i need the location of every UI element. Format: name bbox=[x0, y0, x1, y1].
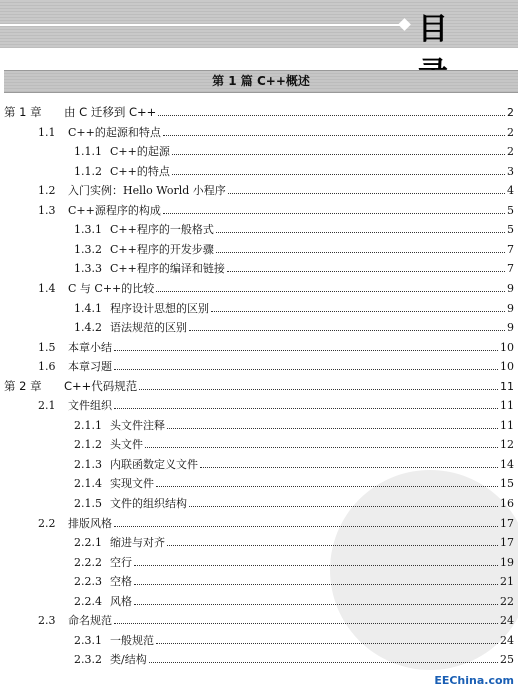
toc-entry[interactable] bbox=[74, 456, 514, 474]
toc-entry[interactable] bbox=[74, 221, 514, 239]
toc-title: 入门实例：Hello World 小程序 bbox=[68, 184, 226, 198]
toc-page: 11 bbox=[500, 379, 514, 393]
toc-number: 2.3 bbox=[38, 614, 56, 628]
toc-leader bbox=[114, 361, 498, 370]
toc-title: 风格 bbox=[110, 594, 132, 608]
toc-page: 17 bbox=[500, 516, 514, 530]
toc-page: 9 bbox=[507, 301, 514, 315]
toc-number: 1.2 bbox=[38, 184, 56, 198]
toc-leader bbox=[114, 615, 498, 624]
toc-page: 2 bbox=[507, 106, 514, 119]
toc-number: 2.2.4 bbox=[74, 594, 102, 608]
toc-number: 1.3.2 bbox=[74, 242, 102, 256]
toc-entry[interactable] bbox=[38, 339, 514, 357]
toc-title: 排版风格 bbox=[68, 516, 112, 530]
toc-entry[interactable] bbox=[38, 515, 514, 533]
toc-entry[interactable] bbox=[38, 612, 514, 630]
toc-number: 1.3.3 bbox=[74, 262, 102, 276]
toc-entry[interactable] bbox=[74, 163, 514, 181]
toc-title: C++源程序的构成 bbox=[68, 203, 161, 217]
toc-leader bbox=[200, 459, 498, 468]
toc-title: 文件组织 bbox=[68, 399, 112, 413]
toc-leader bbox=[216, 224, 505, 233]
toc-leader bbox=[114, 400, 498, 409]
toc-leader bbox=[216, 244, 505, 253]
toc-leader bbox=[158, 107, 505, 116]
page-title: 目 bbox=[418, 12, 470, 47]
toc-title: 本章习题 bbox=[68, 360, 112, 374]
toc-entry[interactable] bbox=[74, 573, 514, 591]
toc-entry[interactable] bbox=[38, 397, 514, 415]
toc-page: 24 bbox=[500, 614, 514, 628]
toc-leader bbox=[149, 654, 498, 663]
toc-number: 1.4 bbox=[38, 281, 56, 295]
toc-number: 第 1 章 bbox=[4, 105, 42, 119]
toc-number: 2.1.1 bbox=[74, 418, 102, 432]
toc-page: 9 bbox=[507, 321, 514, 335]
toc-leader bbox=[172, 146, 505, 155]
header-rule bbox=[0, 24, 405, 26]
toc-entry[interactable] bbox=[74, 241, 514, 259]
toc-title: 类/结构 bbox=[110, 653, 147, 667]
toc-page: 12 bbox=[500, 438, 514, 452]
header-diamond bbox=[398, 18, 411, 31]
toc-page: 10 bbox=[500, 340, 514, 354]
toc-entry[interactable] bbox=[74, 300, 514, 318]
toc-title: 空行 bbox=[110, 555, 132, 569]
toc-title: 空格 bbox=[110, 575, 132, 589]
toc-page: 15 bbox=[500, 477, 514, 491]
toc-title: C++的特点 bbox=[110, 164, 170, 178]
toc-entry[interactable] bbox=[38, 124, 514, 142]
toc-page: 19 bbox=[500, 555, 514, 569]
toc-title: C 与 C++的比较 bbox=[68, 281, 155, 295]
toc-entry[interactable] bbox=[74, 260, 514, 278]
toc-number: 第 2 章 bbox=[4, 378, 42, 393]
toc-leader bbox=[228, 185, 505, 194]
toc-leader bbox=[145, 439, 498, 448]
toc-leader bbox=[156, 283, 505, 292]
toc-entry[interactable] bbox=[74, 143, 514, 161]
toc-number: 1.3.1 bbox=[74, 223, 102, 237]
toc-leader bbox=[134, 596, 498, 605]
toc-leader bbox=[139, 381, 498, 390]
toc-page: 21 bbox=[500, 575, 514, 589]
toc-leader bbox=[134, 557, 498, 566]
toc-leader bbox=[114, 518, 498, 527]
toc-leader bbox=[114, 342, 498, 351]
toc-page: 11 bbox=[500, 399, 514, 413]
toc-page: 14 bbox=[500, 457, 514, 471]
toc-entry[interactable] bbox=[4, 104, 514, 122]
toc-leader bbox=[156, 478, 498, 487]
toc-leader bbox=[156, 635, 498, 644]
toc-entry[interactable] bbox=[74, 632, 514, 650]
toc-title: 命名规范 bbox=[68, 614, 112, 628]
toc-leader bbox=[189, 498, 498, 507]
toc-title: 头文件注释 bbox=[110, 418, 165, 432]
toc-page: 10 bbox=[500, 360, 514, 374]
toc-title: C++的起源 bbox=[110, 145, 170, 159]
toc-entry[interactable] bbox=[38, 358, 514, 376]
toc-entry[interactable] bbox=[74, 417, 514, 435]
toc-title: 一般规范 bbox=[110, 633, 154, 647]
toc-entry[interactable] bbox=[74, 436, 514, 454]
toc-number: 1.1 bbox=[38, 125, 56, 139]
toc-entry[interactable] bbox=[74, 534, 514, 552]
toc-title: C++程序的开发步骤 bbox=[110, 242, 214, 256]
toc-number: 1.3 bbox=[38, 203, 56, 217]
toc-page: 22 bbox=[500, 594, 514, 608]
toc-title: 实现文件 bbox=[110, 477, 154, 491]
toc-page: 25 bbox=[500, 653, 514, 667]
toc-title: 程序设计思想的区别 bbox=[110, 301, 209, 315]
toc-leader bbox=[172, 166, 505, 175]
toc-entry[interactable] bbox=[38, 182, 514, 200]
toc-entry[interactable] bbox=[74, 319, 514, 337]
toc-number: 1.6 bbox=[38, 360, 56, 374]
toc-number: 2.2.2 bbox=[74, 555, 102, 569]
toc-title: 由 C 迁移到 C++ bbox=[64, 105, 157, 119]
toc-title: C++的起源和特点 bbox=[68, 125, 161, 139]
toc-entry[interactable] bbox=[38, 280, 514, 298]
toc-number: 1.5 bbox=[38, 340, 56, 354]
toc-leader bbox=[211, 303, 505, 312]
toc-number: 2.2.1 bbox=[74, 536, 102, 550]
toc-number: 2.2.3 bbox=[74, 575, 102, 589]
toc-number: 2.1 bbox=[38, 399, 56, 413]
toc-leader bbox=[163, 205, 505, 214]
toc-page: 7 bbox=[507, 262, 514, 276]
toc-leader bbox=[163, 127, 505, 136]
toc-page: 4 bbox=[507, 184, 514, 198]
toc-number: 2.2 bbox=[38, 516, 56, 530]
toc-number: 2.1.3 bbox=[74, 457, 102, 471]
toc-entry[interactable] bbox=[74, 593, 514, 611]
page-header bbox=[0, 0, 518, 48]
toc-number: 2.1.4 bbox=[74, 477, 102, 491]
toc-page: 16 bbox=[500, 497, 514, 510]
site-logo: EEChina.com bbox=[434, 674, 514, 687]
part-heading: 第 1 篇 C++概述 bbox=[4, 70, 518, 93]
toc-page: 11 bbox=[500, 418, 514, 432]
toc-leader bbox=[167, 537, 498, 546]
toc-title: C++程序的一般格式 bbox=[110, 223, 214, 237]
toc-number: 1.4.2 bbox=[74, 321, 102, 335]
toc-page: 7 bbox=[507, 242, 514, 256]
toc-entry[interactable] bbox=[74, 554, 514, 572]
toc-number: 1.4.1 bbox=[74, 301, 102, 315]
toc-entry[interactable] bbox=[4, 378, 514, 396]
toc-leader bbox=[227, 263, 505, 272]
toc-number: 2.3.2 bbox=[74, 653, 102, 667]
toc-number: 1.1.2 bbox=[74, 164, 102, 178]
toc-page: 3 bbox=[507, 164, 514, 178]
toc-title: 内联函数定义文件 bbox=[110, 457, 198, 471]
toc-page: 17 bbox=[500, 536, 514, 550]
toc-leader bbox=[189, 322, 505, 331]
toc-title: 语法规范的区别 bbox=[110, 321, 187, 335]
toc-title: 文件的组织结构 bbox=[110, 497, 187, 510]
toc-page: 2 bbox=[507, 125, 514, 139]
toc-page: 2 bbox=[507, 145, 514, 159]
toc-leader bbox=[167, 420, 498, 429]
toc-entry[interactable] bbox=[38, 202, 514, 220]
toc-leader bbox=[134, 576, 498, 585]
toc-number: 1.1.1 bbox=[74, 145, 102, 159]
toc-page: 24 bbox=[500, 633, 514, 647]
toc-entry[interactable] bbox=[74, 651, 514, 669]
toc-entry[interactable] bbox=[74, 475, 514, 493]
toc-entry[interactable] bbox=[74, 495, 514, 513]
toc-title: C++程序的编译和链接 bbox=[110, 262, 225, 276]
toc-page: 9 bbox=[507, 281, 514, 295]
toc-title: 头文件 bbox=[110, 438, 143, 452]
toc-number: 2.1.2 bbox=[74, 438, 102, 452]
toc-title: C++代码规范 bbox=[64, 378, 138, 393]
toc-number: 2.1.5 bbox=[74, 497, 102, 510]
toc-page: 5 bbox=[507, 223, 514, 237]
toc-page: 5 bbox=[507, 203, 514, 217]
toc-title: 缩进与对齐 bbox=[110, 536, 165, 550]
toc-title: 本章小结 bbox=[68, 340, 112, 354]
toc-number: 2.3.1 bbox=[74, 633, 102, 647]
